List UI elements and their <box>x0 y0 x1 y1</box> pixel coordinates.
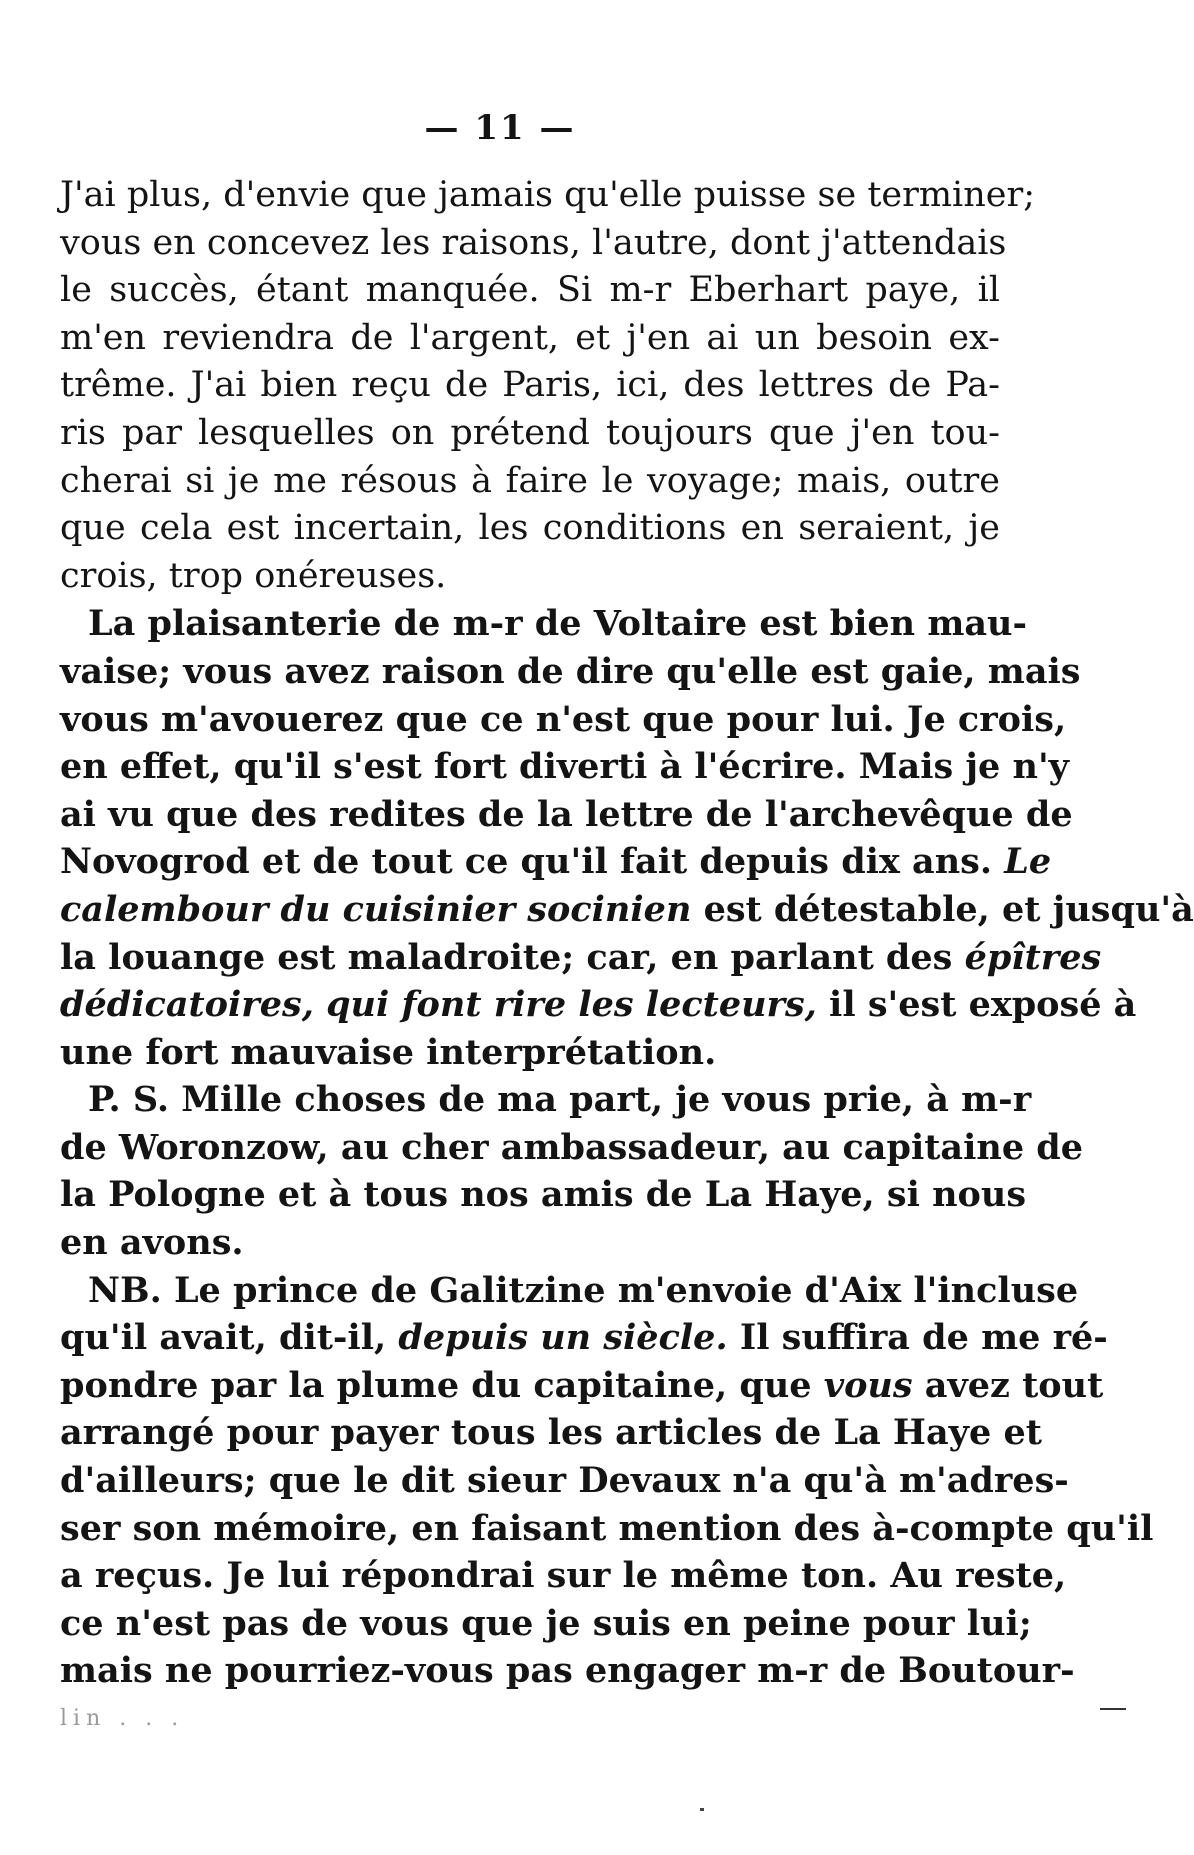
margin-rule <box>1100 1708 1126 1710</box>
italic-segment: épîtres <box>964 936 1102 978</box>
text-line: le succès, étant manquée. Si m-r Eberhart paye, il <box>60 270 1000 311</box>
text-segment: il s'est exposé à <box>829 984 1137 1026</box>
text-line: P. S. Mille choses de ma part, je vous prie, à m-r <box>88 1079 1032 1121</box>
text-line: J'ai plus, d'envie que jamais qu'elle puisse se terminer; <box>60 175 1035 215</box>
text-line: en effet, qu'il s'est fort diverti à l'écrire. Mais je n'y <box>60 746 1070 788</box>
text-line: ris par lesquelles on prétend toujours que j'en tou- <box>60 412 1000 453</box>
text-line: m'en reviendra de l'argent, et j'en ai un besoin ex- <box>60 317 1000 358</box>
text-line: cherai si je me résous à faire le voyage; mais, outre <box>60 460 1000 501</box>
text-line: La plaisanterie de m-r de Voltaire est bien mau- <box>88 603 1028 645</box>
letter-body <box>60 172 1194 1743</box>
text-line: ce n'est pas de vous que je suis en peine pour lui; <box>60 1602 1032 1644</box>
text-segment: la louange est maladroite; car, en parlant des <box>60 936 953 978</box>
text-line: que cela est incertain, les conditions en seraient, je <box>60 508 1000 549</box>
text-line <box>60 1314 1108 1362</box>
italic-segment: depuis un siècle. <box>398 1317 728 1359</box>
text-segment: Novogrod et de tout ce qu'il fait depuis dix ans. <box>60 841 993 883</box>
text-line: de Woronzow, au cher ambassadeur, au capitaine de <box>60 1126 1084 1168</box>
text-line: arrangé pour payer tous les articles de La Haye et <box>60 1412 1042 1454</box>
text-line <box>60 1362 1104 1410</box>
text-line: crois, trop onéreuses. <box>60 555 447 596</box>
text-line: ser son mémoire, en faisant mention des à-compte qu'il <box>60 1507 1154 1549</box>
text-line: une fort mauvaise interprétation. <box>60 1031 717 1073</box>
italic-segment: Le <box>1004 841 1052 883</box>
text-line <box>60 981 1137 1029</box>
text-segment: avez tout <box>924 1364 1104 1406</box>
text-line: vous en concevez les raisons, l'autre, dont j'attendais <box>60 222 1007 263</box>
text-line: lin . . . <box>60 1706 185 1731</box>
text-line: en avons. <box>60 1222 244 1264</box>
text-line <box>60 838 1052 886</box>
text-line <box>60 934 1102 982</box>
text-line: vaise; vous avez raison de dire qu'elle est gaie, mais <box>60 650 1081 692</box>
text-segment: est détestable, et jusqu'à <box>703 888 1194 930</box>
text-segment: Il suffira de me ré- <box>739 1317 1108 1359</box>
italic-segment: dédicatoires, qui font rire les lecteurs, <box>60 984 817 1026</box>
page-number: — 11 — <box>424 108 576 148</box>
text-line: a reçus. Je lui répondrai sur le même ton. Au reste, <box>60 1555 1067 1597</box>
text-line: ai vu que des redites de la lettre de l'archevêque de <box>60 793 1073 835</box>
text-line: d'ailleurs; que le dit sieur Devaux n'a qu'à m'adres- <box>60 1460 1069 1502</box>
text-segment: qu'il avait, dit-il, <box>60 1317 387 1359</box>
text-line: vous m'avouerez que ce n'est que pour lui. Je crois, <box>60 698 1067 740</box>
text-line: mais ne pourriez-vous pas engager m-r de Boutour- <box>60 1650 1075 1692</box>
text-line <box>60 886 1194 934</box>
italic-segment: vous <box>823 1364 913 1406</box>
text-line: la Pologne et à tous nos amis de La Haye, si nous <box>60 1174 1027 1216</box>
ink-speck <box>700 1808 704 1811</box>
text-line: trême. J'ai bien reçu de Paris, ici, des lettres de Pa- <box>60 365 1000 406</box>
text-segment: pondre par la plume du capitaine, que <box>60 1364 812 1406</box>
italic-segment: calembour du cuisinier socinien <box>60 888 692 930</box>
text-line: NB. Le prince de Galitzine m'envoie d'Aix l'incluse <box>88 1269 1079 1311</box>
